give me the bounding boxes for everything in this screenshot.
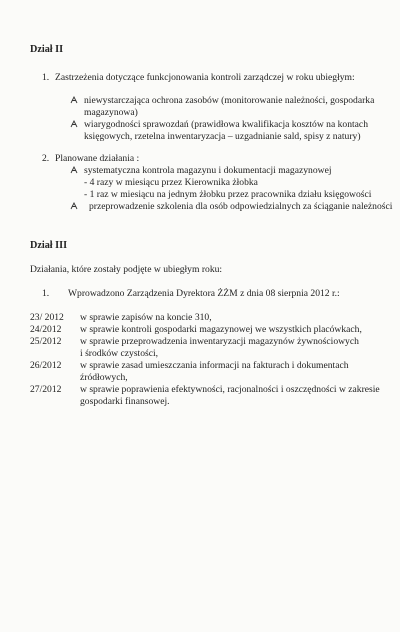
order-line: w sprawie zasad umieszczania informacji na fakturach i dokumentach: [80, 360, 349, 371]
bullet-icon: [70, 96, 78, 104]
section-2-item-2-bullet-1-sub-1: - 4 razy w miesiącu przez Kierownika żłobka: [84, 177, 258, 188]
section-2-item-1-text: Zastrzeżenia dotyczące funkcjonowania kontroli zarządczej w roku ubiegłym:: [55, 72, 355, 83]
bullet-icon: [70, 202, 78, 210]
order-line: gospodarki finansowej.: [80, 396, 170, 407]
section-2-item-1-bullet-2-line-2: księgowych, rzetelna inwentaryzacja – uzgadnianie sald, spisy z natury): [84, 131, 361, 142]
section-2-item-2-bullet-2-line-1: przeprowadzenie szkolenia dla osób odpowiedzialnych za ściąganie należności: [89, 201, 393, 212]
section-2-item-1-bullet-2-line-1: wiarygodności sprawozdań (prawidłowa kwalifikacja kosztów na kontach: [84, 119, 368, 130]
section-2-heading: Dział II: [30, 44, 64, 55]
section-2-item-1-number: 1.: [42, 72, 50, 83]
order-number: 27/2012: [30, 384, 62, 395]
order-line: w sprawie przeprowadzenia inwentaryzacji magazynów żywnościowych: [80, 336, 359, 347]
section-3-item-1-text: Wprowadzono Zarządzenia Dyrektora ŻŻM z dnia 08 sierpnia 2012 r.:: [68, 288, 340, 299]
section-2-item-1-bullet-1-line-2: magazynowa): [84, 107, 138, 118]
section-3-heading: Dział III: [30, 240, 68, 251]
order-number: 24/2012: [30, 324, 62, 335]
order-line: w sprawie zapisów na koncie 310,: [80, 312, 212, 323]
section-3-item-1-number: 1.: [42, 288, 50, 299]
order-line: w sprawie kontroli gospodarki magazynowej we wszystkich placówkach,: [80, 324, 362, 335]
order-number: 25/2012: [30, 336, 62, 347]
order-line: w sprawie poprawienia efektywności, racjonalności i oszczędności w zakresie: [80, 384, 380, 395]
section-3-intro: Działania, które zostały podjęte w ubiegłym roku:: [30, 264, 223, 275]
bullet-icon: [70, 166, 78, 174]
order-line: źródłowych,: [80, 372, 128, 383]
section-2-item-2-text: Planowane działania :: [55, 153, 140, 164]
section-2-item-1-bullet-1-line-1: niewystarczająca ochrona zasobów (monitorowanie należności, gospodarka: [84, 95, 375, 106]
section-2-item-2-bullet-1-line-1: systematyczna kontrola magazynu i dokumentacji magazynowej: [84, 165, 332, 176]
order-number: 23/ 2012: [30, 312, 64, 323]
bullet-icon: [70, 120, 78, 128]
section-2-item-2-bullet-1-sub-2: - 1 raz w miesiącu na jednym żłobku przez pracownika działu księgowości: [84, 189, 372, 200]
order-line: i środków czystości,: [80, 348, 159, 359]
section-2-item-2-number: 2.: [42, 153, 50, 164]
order-number: 26/2012: [30, 360, 62, 371]
